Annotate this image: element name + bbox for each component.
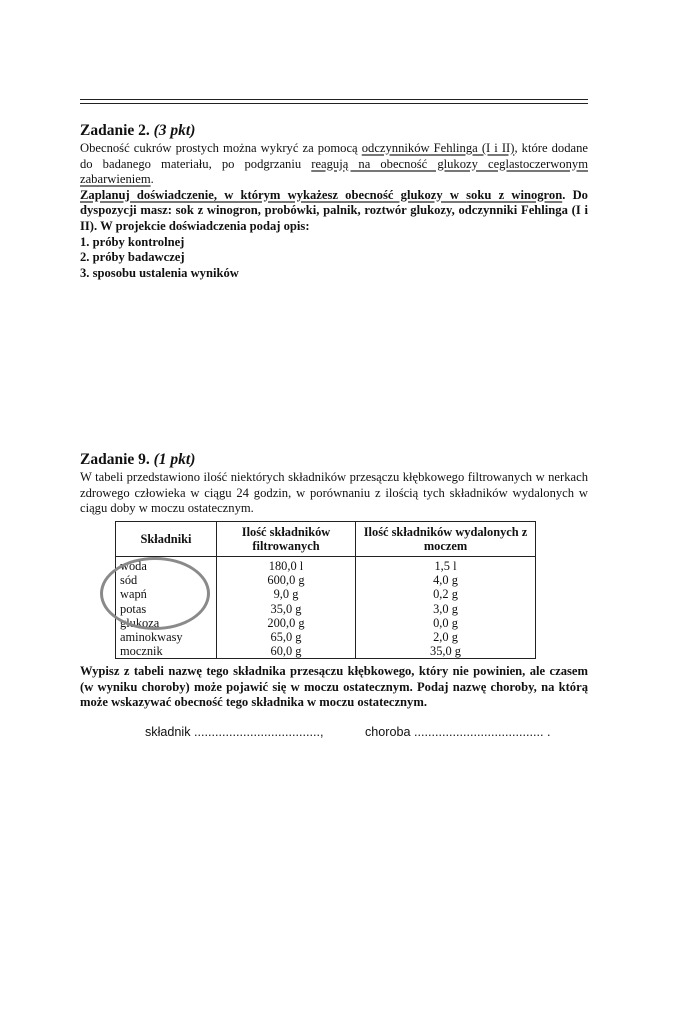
answer-ingredient-line[interactable]: składnik ...................................., xyxy=(145,725,324,739)
table-row xyxy=(116,557,536,574)
cell-excreted: 3,0 g xyxy=(356,602,536,616)
table-header-row xyxy=(116,522,536,557)
intro-underlined-reagents: odczynników Fehlinga (I i II) xyxy=(361,141,515,155)
task-9-heading xyxy=(80,451,588,469)
cell-ingredient: potas xyxy=(116,602,217,616)
instruction-text: . Do dyspozycji masz: sok z winogron, probówki, palnik, roztwór glukozy, odczynniki Fehlinga (I i II). W projekcie doświadczenia podaj opis: xyxy=(80,187,588,233)
cell-excreted: 1,5 l xyxy=(356,557,536,574)
list-item: 2. próby badawczej xyxy=(80,250,185,265)
cell-ingredient: sód xyxy=(116,573,217,587)
filtration-table xyxy=(115,521,536,659)
task-9-points: (1 pkt) xyxy=(153,451,196,468)
header-ingredients: Składniki xyxy=(116,522,217,557)
cell-excreted: 0,0 g xyxy=(356,616,536,630)
task-9-question: Wypisz z tabeli nazwę tego składnika przesączu kłębkowego, który nie powinien, ale czasem (w wyniku choroby) może pojawić się w moczu ostatecznym. Podaj nazwę choroby, na którą może wskazywać obecność tego składnika w moczu ostatecznym. xyxy=(80,664,588,710)
task-9 xyxy=(80,451,588,517)
table-body xyxy=(116,557,536,659)
instruction-underlined-sample: soku z winogron xyxy=(466,187,563,202)
cell-excreted: 4,0 g xyxy=(356,573,536,587)
table-row xyxy=(116,602,536,616)
task-2-heading xyxy=(80,122,588,140)
cell-ingredient: wapń xyxy=(116,587,217,601)
intro-text: Obecność cukrów prostych można wykryć za pomocą xyxy=(80,141,362,155)
cell-filtered: 35,0 g xyxy=(217,602,356,616)
cell-ingredient: mocznik xyxy=(116,644,217,659)
cell-filtered: 65,0 g xyxy=(217,630,356,644)
task-2-title: Zadanie 2. xyxy=(80,122,150,139)
table-row xyxy=(116,644,536,659)
cell-ingredient: aminokwasy xyxy=(116,630,217,644)
top-rule-2 xyxy=(80,103,588,104)
cell-ingredient: glukoza xyxy=(116,616,217,630)
intro-text: . xyxy=(150,172,154,187)
cell-excreted: 35,0 g xyxy=(356,644,536,659)
header-filtered: Ilość składników filtrowanych xyxy=(217,522,356,557)
cell-filtered: 600,0 g xyxy=(217,573,356,587)
task-2 xyxy=(80,122,588,281)
instruction-underlined: Zaplanuj doświadczenie, w którym wykażesz obecność glukozy w xyxy=(80,187,467,202)
cell-excreted: 0,2 g xyxy=(356,587,536,601)
top-rule-1 xyxy=(80,99,588,100)
task-9-question-block xyxy=(80,664,588,711)
list-item: 3. sposobu ustalenia wyników xyxy=(80,265,239,280)
cell-filtered: 180,0 l xyxy=(217,557,356,574)
cell-filtered: 200,0 g xyxy=(217,616,356,630)
table-row xyxy=(116,630,536,644)
table-row xyxy=(116,587,536,601)
cell-ingredient: woda xyxy=(116,557,217,574)
cell-filtered: 9,0 g xyxy=(217,587,356,601)
intro-text: , które dodane do badanego materiału, po podgrzaniu xyxy=(80,141,588,171)
task-2-instruction xyxy=(80,188,588,235)
header-excreted: Ilość składników wydalonych z moczem xyxy=(356,522,536,557)
table-row xyxy=(116,616,536,630)
answer-disease-line[interactable]: choroba ..................................... . xyxy=(365,725,551,739)
task-2-intro xyxy=(80,141,588,188)
list-item: 1. próby kontrolnej xyxy=(80,234,185,249)
intro-underlined-reaction: reagują na obecność glukozy ceglastoczerwonym zabarwieniem xyxy=(80,156,588,187)
table-row xyxy=(116,573,536,587)
task-9-intro: W tabeli przedstawiono ilość niektórych składników przesączu kłębkowego filtrowanych w nerkach zdrowego człowieka w ciągu 24 godzin, w porównaniu z ilością tych składników wydalonych w ciągu doby w moczu ostatecznym. xyxy=(80,470,588,516)
task-2-points: (3 pkt) xyxy=(153,122,196,139)
cell-excreted: 2,0 g xyxy=(356,630,536,644)
cell-filtered: 60,0 g xyxy=(217,644,356,659)
task-9-title: Zadanie 9. xyxy=(80,451,150,468)
task-2-list xyxy=(80,235,588,282)
